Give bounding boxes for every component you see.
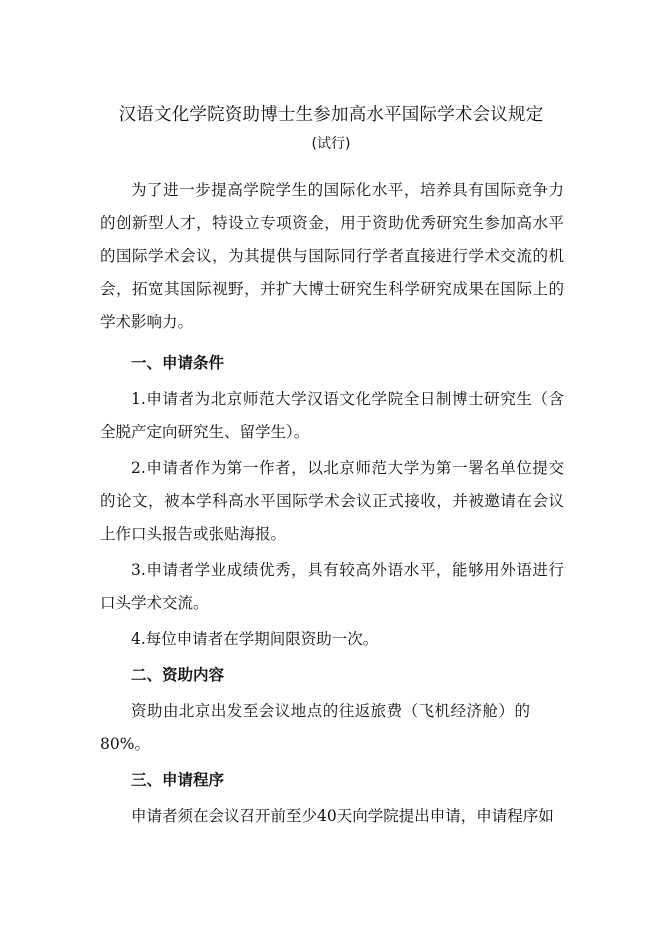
procedure-paragraph: 申请者须在会议召开前至少40天向学院提出申请，申请程序如 [131, 807, 554, 825]
document-subtitle: (试行) [311, 136, 351, 152]
document-title: 汉语文化学院资助博士生参加高水平国际学术会议规定 [118, 105, 544, 125]
intro-paragraph: 为了进一步提高学院学生的国际化水平，培养具有国际竞争力的创新型人才，特设立专项资金，用于资助优秀研究生参加高水平的国际学术会议，为其提供与国际同行学者直接进行学术交流的机会，拓宽其国际视野，并扩大博士研究生科学研究成果在国际上的学术影响力。 [100, 181, 564, 331]
funding-content-paragraph: 资助由北京出发至会议地点的往返旅费（飞机经济舱）的80%。 [100, 702, 530, 753]
section-heading-application-procedure: 三、申请程序 [131, 771, 225, 789]
section-heading-funding-content: 二、资助内容 [131, 666, 225, 684]
condition-item-2: 2.申请者作为第一作者，以北京师范大学为第一署名单位提交的论文，被本学科高水平国际学术会议正式接收，并被邀请在会议上作口头报告或张贴海报。 [100, 459, 564, 543]
condition-item-3: 3.申请者学业成绩优秀，具有较高外语水平，能够用外语进行口头学术交流。 [100, 561, 564, 612]
condition-item-4: 4.每位申请者在学期间限资助一次。 [131, 630, 379, 648]
condition-item-1: 1.申请者为北京师范大学汉语文化学院全日制博士研究生（含全脱产定向研究生、留学生）。 [100, 390, 564, 441]
section-heading-application-conditions: 一、申请条件 [131, 354, 225, 372]
